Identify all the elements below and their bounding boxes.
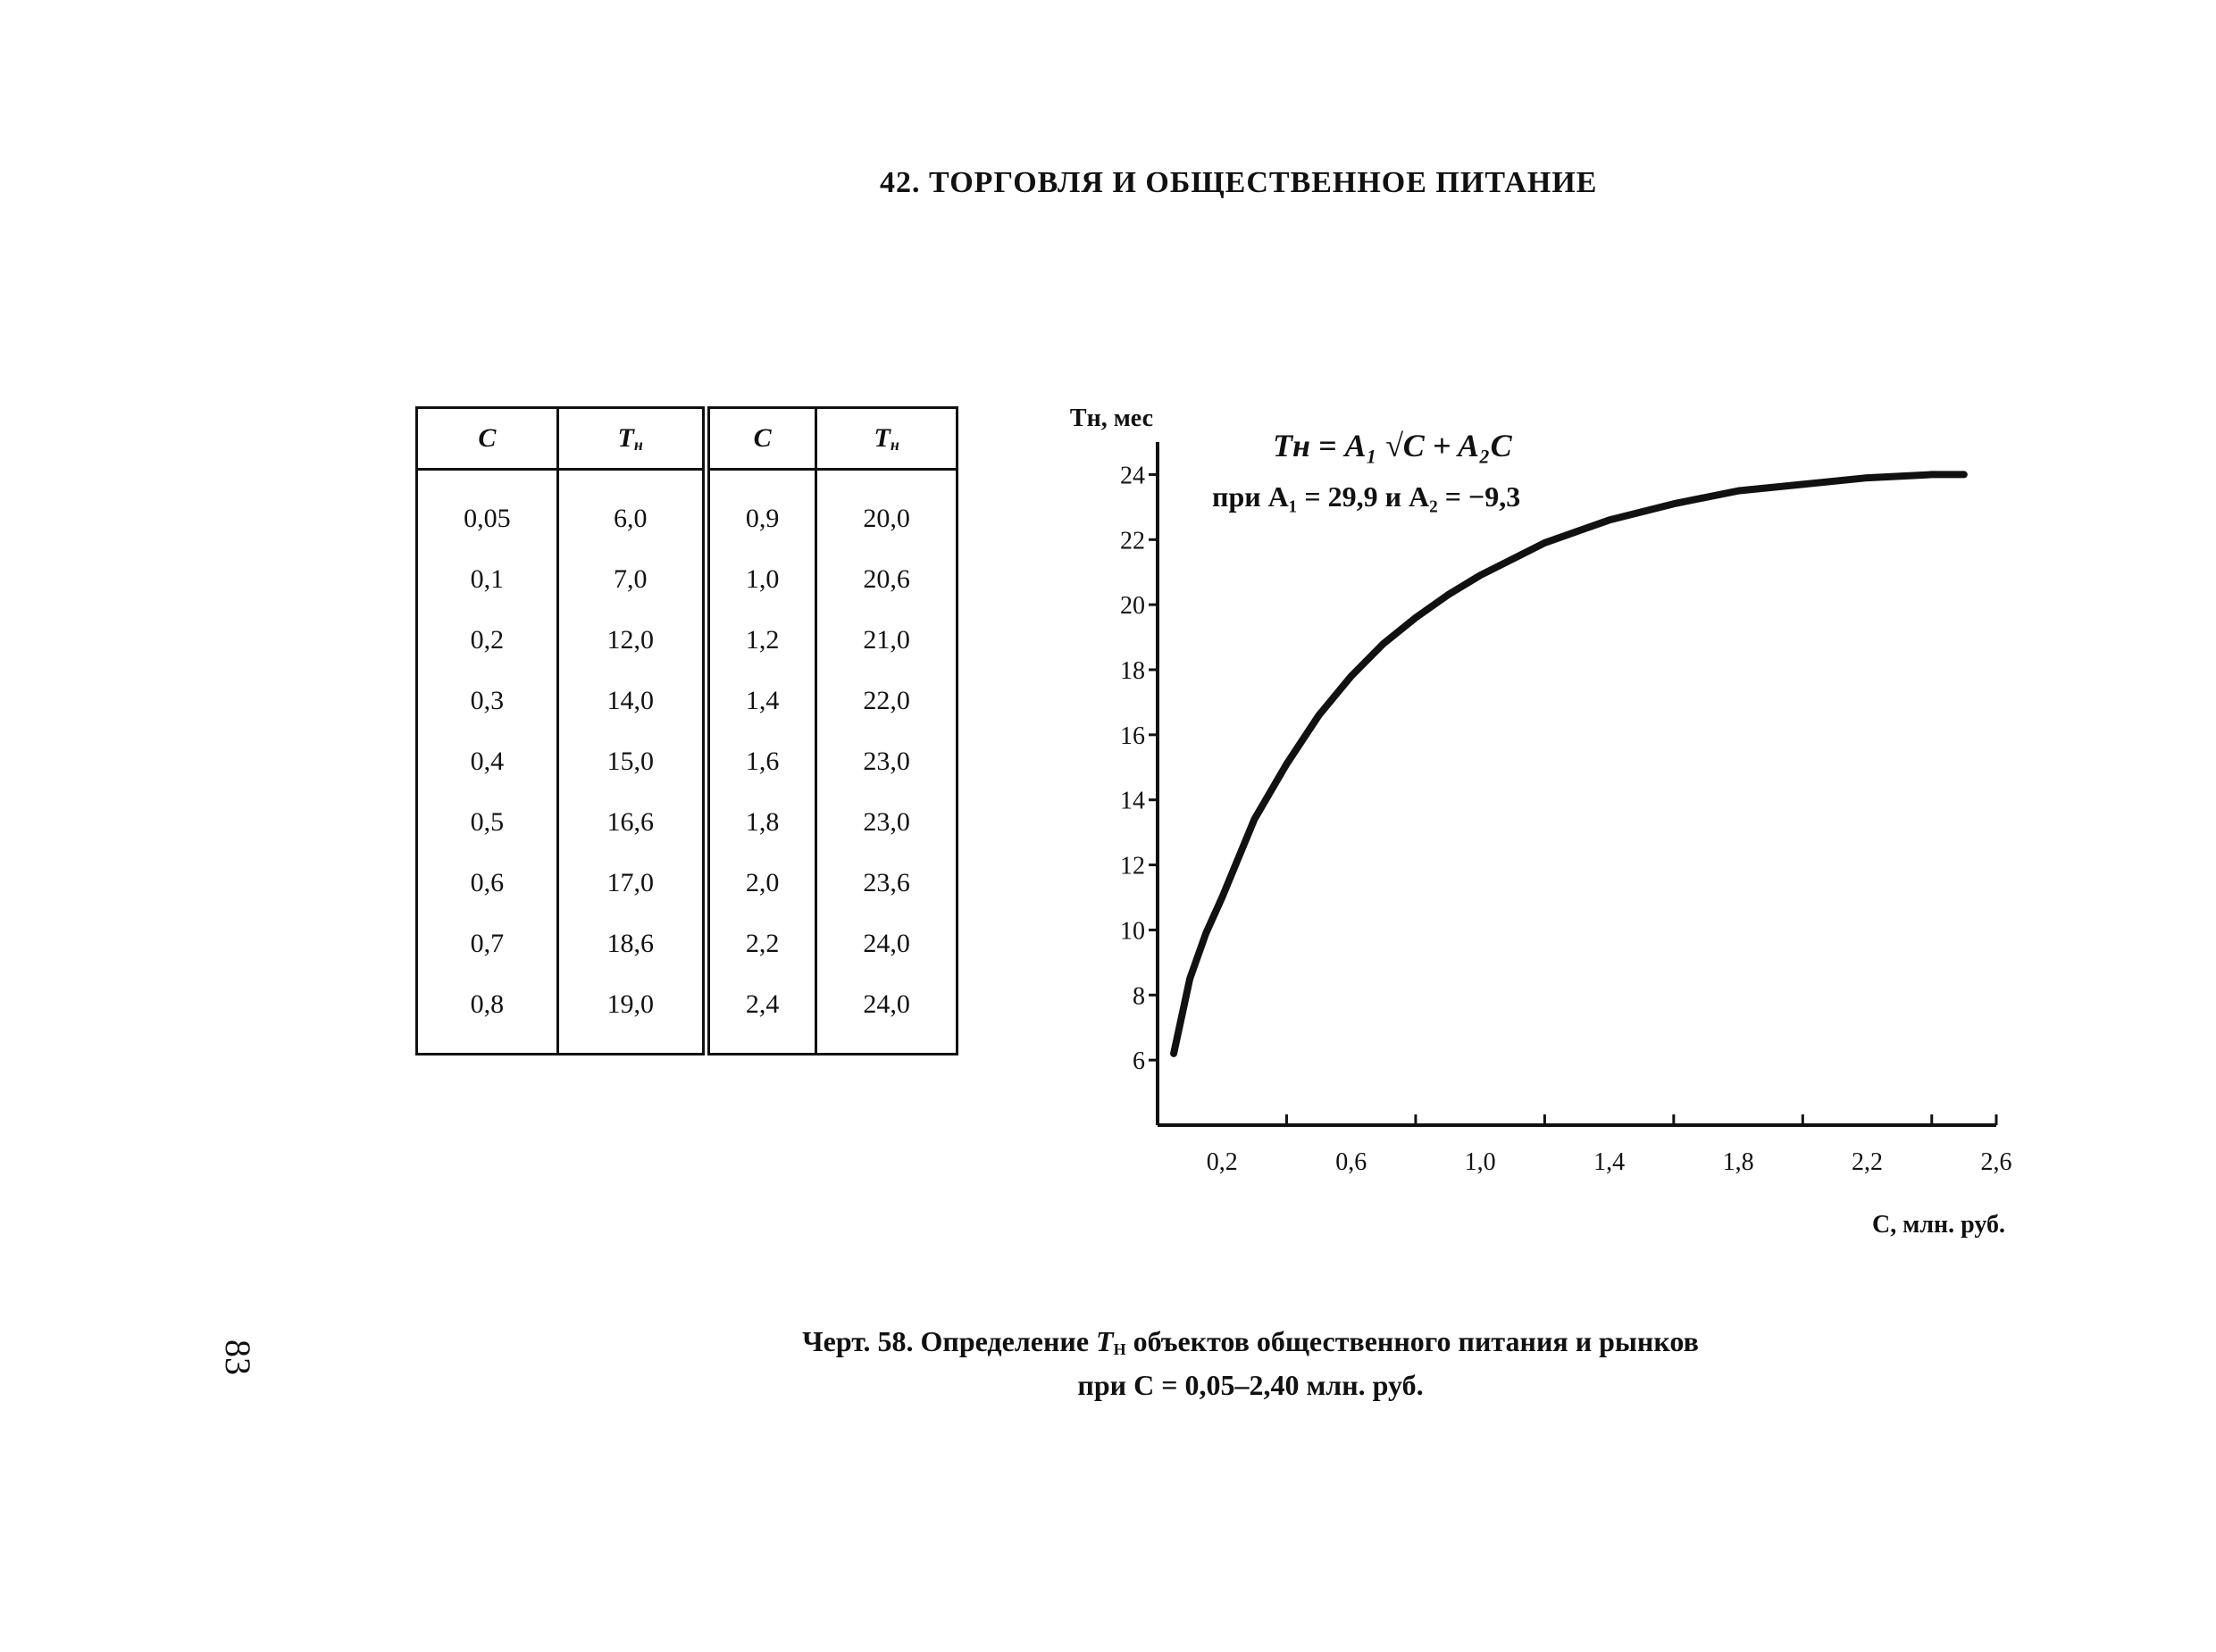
page-number: 83 <box>218 1339 258 1375</box>
y-tick-label: 12 <box>1120 852 1145 880</box>
caption-line-1: Черт. 58. Определение $T_Н$ объектов общественного питания и рынков <box>802 1325 1699 1358</box>
table-cell: 21,0 <box>816 610 957 671</box>
table-cell: 0,9 <box>706 470 816 550</box>
table-cell: 1,2 <box>706 610 816 671</box>
chart-axes <box>1070 405 2005 1239</box>
table-cell: 15,0 <box>557 731 706 792</box>
table-cell: 0,7 <box>470 929 505 958</box>
table-cell: 20,6 <box>816 549 957 610</box>
table-cell: 0,3 <box>470 686 505 715</box>
table-cell: 24,0 <box>816 914 957 974</box>
table-header-c: C <box>417 408 558 470</box>
figure-caption <box>759 1323 1742 1403</box>
table-cell: 0,8 <box>470 989 505 1019</box>
table-cell: 17,0 <box>557 853 706 914</box>
table-cell: 14,0 <box>557 671 706 731</box>
x-tick-label: 2,6 <box>1980 1148 2012 1176</box>
x-tick-label: 2,2 <box>1852 1148 1884 1176</box>
table-cell: 2,4 <box>706 974 816 1055</box>
table-row <box>417 470 957 550</box>
table-cell: 19,0 <box>557 974 706 1055</box>
table-header-tn: $T_н$ <box>816 408 957 470</box>
table-header-c: C <box>706 408 816 470</box>
table-row <box>417 610 957 671</box>
x-tick-label: 1,0 <box>1464 1148 1496 1176</box>
table-cell: 23,0 <box>816 792 957 853</box>
x-tick-label: 1,8 <box>1722 1148 1754 1176</box>
table-cell: 18,6 <box>557 914 706 974</box>
table-cell: 0,4 <box>470 747 505 776</box>
y-tick-label: 24 <box>1120 462 1145 490</box>
table-cell: 0,05 <box>464 504 511 533</box>
table-row <box>417 792 957 853</box>
x-tick-label: 1,4 <box>1593 1148 1626 1176</box>
formula-equation: Tн = A₁ √C + A₂C <box>1273 428 1512 463</box>
table-cell: 0,1 <box>470 564 505 594</box>
table-cell: 0,2 <box>470 625 505 655</box>
table-cell: 0,5 <box>470 807 505 837</box>
y-tick-label: 14 <box>1120 787 1145 815</box>
table-row <box>417 974 957 1055</box>
table-cell: 23,6 <box>816 853 957 914</box>
table-cell: 23,0 <box>816 731 957 792</box>
formula-coefficients: при A₁ = 29,9 и A₂ = −9,3 <box>1212 480 1521 513</box>
table-cell: 22,0 <box>816 671 957 731</box>
y-tick-label: 6 <box>1133 1047 1145 1076</box>
y-tick-label: 16 <box>1120 722 1145 750</box>
chart-series <box>1174 474 1964 1053</box>
data-table <box>415 406 958 1055</box>
table-cell: 16,6 <box>557 792 706 853</box>
series-line-tn <box>1174 474 1964 1053</box>
table-cell: 6,0 <box>557 470 706 550</box>
table-cell: 1,4 <box>706 671 816 731</box>
caption-line-2: при C = 0,05–2,40 млн. руб. <box>1077 1369 1424 1401</box>
page-heading: 42. ТОРГОВЛЯ И ОБЩЕСТВЕННОЕ ПИТАНИЕ <box>880 166 1598 199</box>
table-cell: 1,0 <box>706 549 816 610</box>
table-cell: 12,0 <box>557 610 706 671</box>
x-axis-title: C, млн. руб. <box>1872 1211 2005 1239</box>
tn-curve-chart <box>1036 393 2036 1250</box>
table-cell: 20,0 <box>816 470 957 550</box>
table-header-row <box>417 408 957 470</box>
y-tick-label: 10 <box>1120 917 1145 946</box>
y-axis-title: Tн, мес <box>1069 405 1153 432</box>
x-tick-label: 0,2 <box>1206 1148 1238 1176</box>
y-tick-label: 20 <box>1120 592 1145 621</box>
table-cell: 1,6 <box>706 731 816 792</box>
table-row <box>417 853 957 914</box>
table-cell: 2,2 <box>706 914 816 974</box>
table-cell: 0,6 <box>470 868 505 897</box>
y-tick-label: 18 <box>1120 657 1145 685</box>
table-row <box>417 731 957 792</box>
table-row <box>417 549 957 610</box>
table-cell: 24,0 <box>816 974 957 1055</box>
table-row <box>417 914 957 974</box>
y-tick-label: 22 <box>1120 527 1145 555</box>
table-cell: 1,8 <box>706 792 816 853</box>
table-row <box>417 671 957 731</box>
table-header-tn: $T_н$ <box>557 408 706 470</box>
table-cell: 7,0 <box>557 549 706 610</box>
table-cell: 2,0 <box>706 853 816 914</box>
x-tick-label: 0,6 <box>1335 1148 1367 1176</box>
y-ticks <box>1120 462 1158 1075</box>
y-tick-label: 8 <box>1133 982 1145 1011</box>
